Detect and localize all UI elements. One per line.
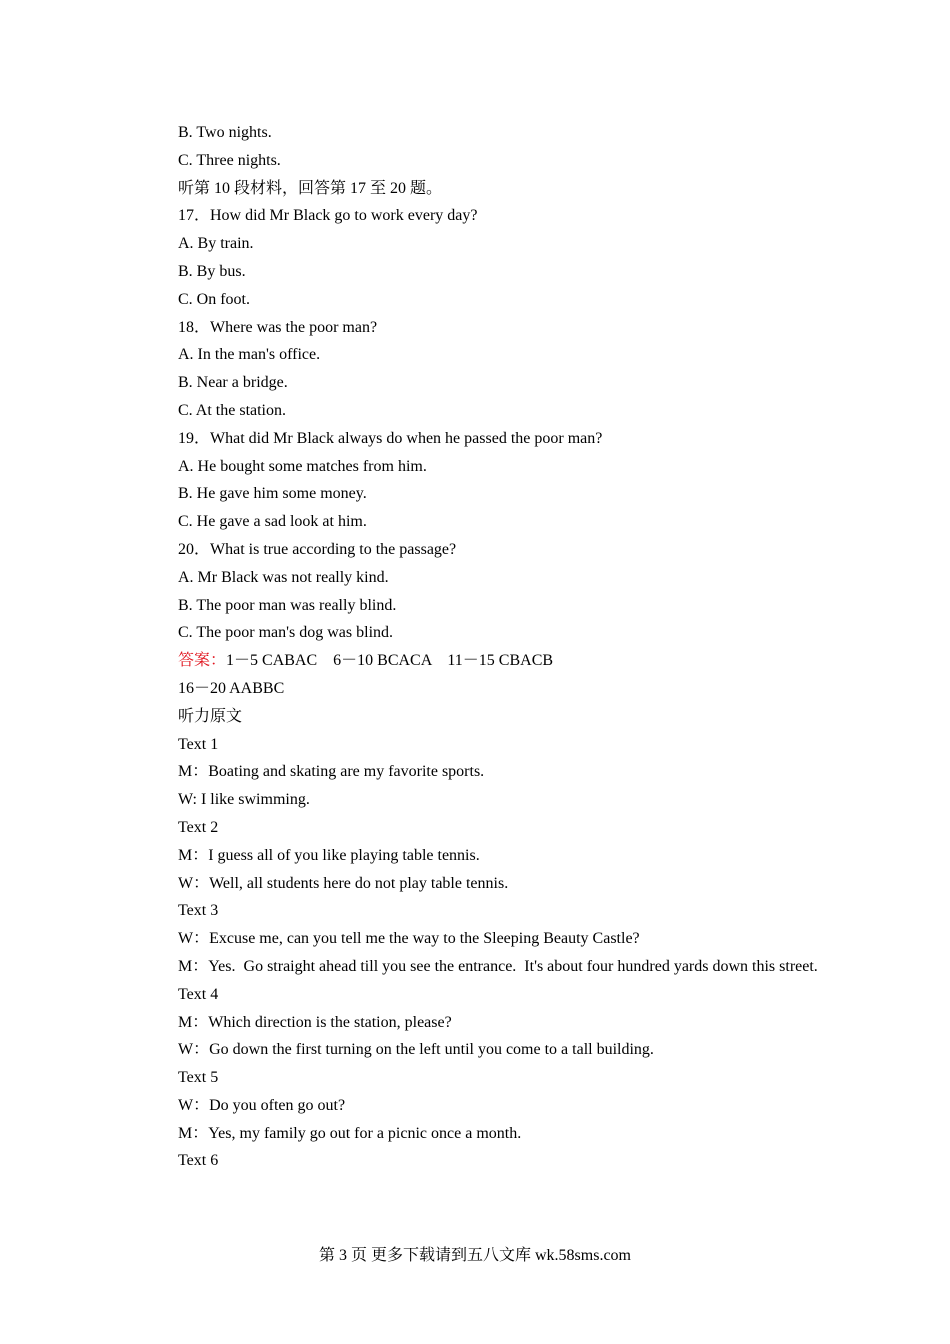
dialogue-line: W: I like swimming. bbox=[178, 791, 310, 809]
dialogue-line: W：Well, all students here do not play table tennis. bbox=[178, 874, 509, 892]
option-line: A. By train. bbox=[178, 235, 254, 253]
option-line: B. Two nights. bbox=[178, 124, 272, 141]
question-18: 18．Where was the poor man? bbox=[178, 318, 378, 336]
option-line: A. In the man's office. bbox=[178, 346, 321, 364]
document-body bbox=[178, 119, 823, 1175]
answer-key-line-2: 16－20 AABBC bbox=[178, 679, 285, 697]
option-line: B. He gave him some money. bbox=[178, 485, 367, 503]
question-20: 20．What is true according to the passage? bbox=[178, 540, 457, 558]
dialogue-line: M：Boating and skating are my favorite sports. bbox=[178, 763, 485, 781]
option-line: C. On foot. bbox=[178, 290, 250, 308]
page-footer: 第 3 页 更多下载请到五八文库 wk.58sms.com bbox=[318, 1247, 631, 1264]
dialogue-line: W：Go down the first turning on the left until you come to a tall building. bbox=[178, 1041, 654, 1059]
dialogue-line: M：I guess all of you like playing table tennis. bbox=[178, 846, 480, 864]
answer-values: 1－5 CABAC 6－10 BCACA 11－15 CBACB bbox=[226, 652, 554, 670]
dialogue-line-wrapped: M：Yes. Go straight ahead till you see the entrance. It's about four hundred yards down this street. bbox=[178, 957, 818, 975]
text-heading: Text 1 bbox=[178, 735, 219, 753]
section-instruction: 听第 10 段材料，回答第 17 至 20 题。 bbox=[178, 179, 443, 197]
text-heading: Text 6 bbox=[178, 1152, 219, 1170]
answer-label: 答案： bbox=[178, 652, 227, 670]
text-heading: Text 4 bbox=[178, 985, 219, 1003]
dialogue-line: W：Do you often go out? bbox=[178, 1096, 346, 1114]
question-17: 17．How did Mr Black go to work every day? bbox=[178, 207, 478, 225]
option-line: C. The poor man's dog was blind. bbox=[178, 624, 394, 642]
text-heading: Text 5 bbox=[178, 1069, 219, 1087]
option-line: C. Three nights. bbox=[178, 151, 281, 169]
dialogue-line: W：Excuse me, can you tell me the way to the Sleeping Beauty Castle? bbox=[178, 930, 640, 948]
option-line: A. Mr Black was not really kind. bbox=[178, 568, 389, 586]
option-line: B. By bus. bbox=[178, 262, 246, 280]
text-heading: Text 2 bbox=[178, 818, 219, 836]
option-line: B. Near a bridge. bbox=[178, 374, 288, 392]
option-line: B. The poor man was really blind. bbox=[178, 596, 397, 614]
dialogue-line: M：Which direction is the station, please? bbox=[178, 1013, 452, 1031]
option-line: C. He gave a sad look at him. bbox=[178, 513, 367, 531]
dialogue-line: M：Yes, my family go out for a picnic once a month. bbox=[178, 1124, 522, 1142]
question-19: 19．What did Mr Black always do when he passed the poor man? bbox=[178, 429, 603, 447]
text-heading: Text 3 bbox=[178, 902, 219, 920]
transcript-title: 听力原文 bbox=[178, 707, 243, 725]
answer-key-line bbox=[178, 647, 823, 675]
option-line: A. He bought some matches from him. bbox=[178, 457, 427, 475]
option-line: C. At the station. bbox=[178, 401, 286, 419]
